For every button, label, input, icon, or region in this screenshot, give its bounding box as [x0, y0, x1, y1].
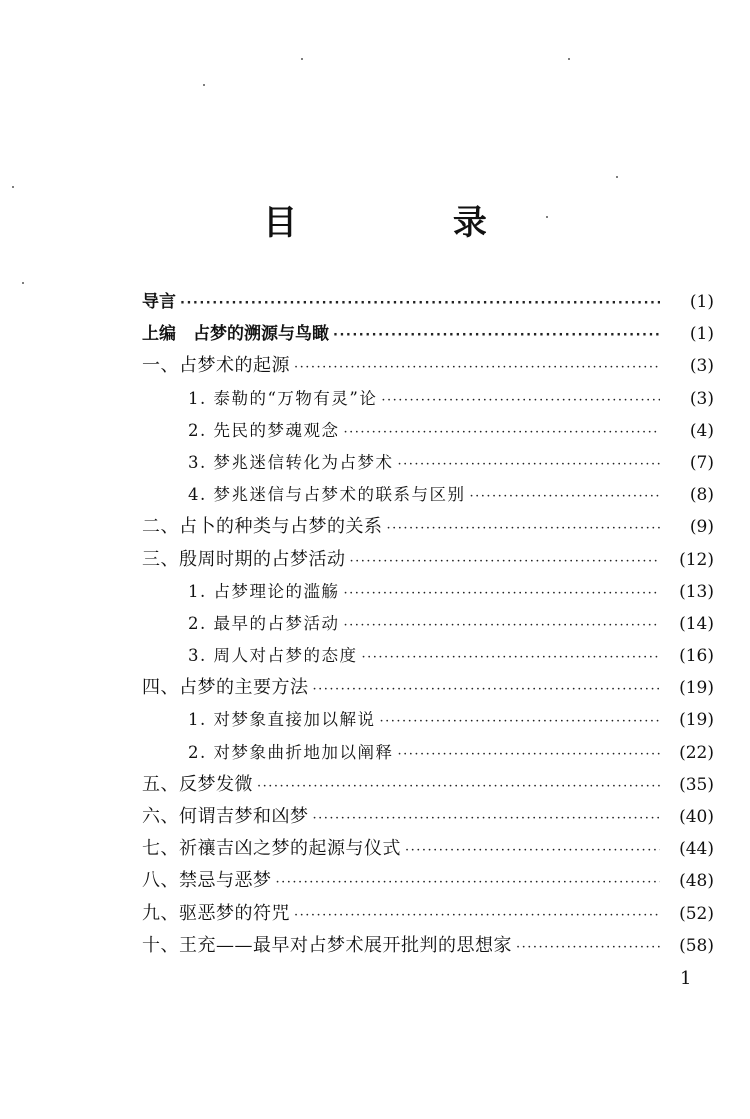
- dot-leader: [344, 417, 661, 449]
- toc-entry-page: (40): [679, 807, 714, 827]
- toc-entry-label: 四、占梦的主要方法: [142, 677, 309, 699]
- toc-entry-label: 一、占梦术的起源: [142, 355, 290, 377]
- toc-entry-page: (12): [679, 549, 714, 570]
- toc-entry[interactable]: [142, 383, 714, 415]
- toc-entry-page: (13): [679, 581, 714, 602]
- page-number: 1: [680, 968, 692, 989]
- toc-entry-page: (3): [689, 356, 714, 377]
- toc-entry[interactable]: [142, 704, 714, 736]
- toc-entry-label: 3. 梦兆迷信转化为占梦术: [188, 452, 394, 472]
- toc-entry[interactable]: [142, 286, 714, 318]
- dot-leader: [398, 449, 661, 481]
- toc-entry-page: (58): [679, 935, 714, 956]
- toc-entry[interactable]: [142, 865, 714, 897]
- toc-entry-page: (4): [689, 420, 714, 441]
- toc-entry-label: 九、驱恶梦的符咒: [142, 902, 290, 924]
- toc-entry-label: 十、王充——最早对占梦术展开批判的思想家: [142, 934, 512, 956]
- dot-leader: [313, 803, 661, 835]
- toc-entry-label: 六、何谓吉梦和凶梦: [142, 806, 309, 827]
- dot-leader: [380, 706, 661, 738]
- toc-entry[interactable]: [142, 447, 714, 479]
- dot-leader: [257, 771, 660, 803]
- toc-entry-page: (1): [689, 292, 714, 312]
- dot-leader: [350, 546, 661, 578]
- toc-entry[interactable]: [142, 350, 714, 382]
- dot-leader: [516, 932, 660, 964]
- dot-leader: [362, 642, 661, 674]
- toc-entry-page: (14): [679, 613, 714, 634]
- toc-entry[interactable]: [142, 479, 714, 511]
- toc-entry-page: (35): [679, 774, 714, 795]
- toc-entry-page: (16): [679, 646, 714, 667]
- dot-leader: [398, 739, 661, 771]
- dot-leader: [276, 867, 661, 899]
- toc-entry-page: (19): [679, 678, 714, 699]
- dot-leader: [294, 900, 660, 932]
- toc-entry[interactable]: [142, 544, 714, 576]
- dot-leader: [344, 610, 661, 642]
- toc-entry-page: (1): [689, 324, 714, 345]
- scan-speck: [301, 58, 303, 60]
- dot-leader: [313, 674, 661, 706]
- toc-entry[interactable]: [142, 576, 714, 608]
- toc-entry[interactable]: [142, 898, 714, 930]
- toc-entry[interactable]: [142, 930, 714, 962]
- toc-entry-label: 八、禁忌与恶梦: [142, 870, 272, 892]
- toc-entry-label: 二、占卜的种类与占梦的关系: [142, 516, 383, 538]
- toc-entry-page: (19): [679, 710, 714, 731]
- toc-entry[interactable]: [142, 769, 714, 801]
- dot-leader: [381, 385, 660, 417]
- toc-entry[interactable]: [142, 511, 714, 543]
- dot-leader: [344, 578, 661, 610]
- dot-leader: [294, 352, 660, 384]
- toc-entry-page: (3): [689, 388, 714, 409]
- scan-speck: [22, 282, 24, 284]
- toc-entry-label: 上编 占梦的溯源与鸟瞰: [142, 324, 329, 345]
- toc-entry-label: 1. 对梦象直接加以解说: [188, 710, 376, 730]
- dot-leader: [387, 513, 661, 545]
- toc-entry-label: 2. 最早的占梦活动: [188, 613, 340, 633]
- toc-entry[interactable]: [142, 801, 714, 833]
- toc-entry[interactable]: [142, 415, 714, 447]
- page-title: 目 录: [263, 202, 559, 243]
- toc-entry[interactable]: [142, 833, 714, 865]
- scan-speck: [568, 58, 570, 60]
- toc-entry-label: 2. 先民的梦魂观念: [188, 420, 340, 440]
- toc-entry-label: 五、反梦发微: [142, 773, 253, 795]
- dot-leader: [180, 288, 660, 320]
- toc-entry-page: (44): [679, 839, 714, 860]
- toc-entry-label: 七、祈禳吉凶之梦的起源与仪式: [142, 838, 401, 860]
- toc-entry-page: (9): [689, 517, 714, 538]
- dot-leader: [405, 835, 660, 867]
- toc-entry[interactable]: [142, 640, 714, 672]
- toc-entry[interactable]: [142, 672, 714, 704]
- toc-entry-page: (48): [679, 871, 714, 892]
- toc-entry-label: 3. 周人对占梦的态度: [188, 646, 358, 666]
- toc-entry-label: 导言: [142, 292, 176, 312]
- toc-entry-page: (7): [689, 452, 714, 473]
- toc-entry-label: 4. 梦兆迷信与占梦术的联系与区别: [188, 485, 466, 505]
- toc-entry[interactable]: [142, 318, 714, 350]
- toc-entry-page: (22): [679, 742, 714, 763]
- scan-speck: [203, 84, 205, 86]
- table-of-contents: [142, 286, 714, 962]
- toc-entry-label: 2. 对梦象曲折地加以阐释: [188, 742, 394, 762]
- toc-entry[interactable]: [142, 737, 714, 769]
- toc-entry-label: 三、殷周时期的占梦活动: [142, 548, 346, 570]
- dot-leader: [333, 320, 660, 352]
- toc-entry-label: 1. 占梦理论的滥觞: [188, 581, 340, 601]
- toc-entry[interactable]: [142, 608, 714, 640]
- scan-speck: [616, 176, 618, 178]
- toc-entry-label: 1. 泰勒的“万物有灵”论: [188, 388, 378, 408]
- toc-entry-page: (52): [679, 903, 714, 924]
- scan-speck: [12, 186, 14, 188]
- toc-entry-page: (8): [689, 485, 714, 506]
- dot-leader: [470, 481, 661, 513]
